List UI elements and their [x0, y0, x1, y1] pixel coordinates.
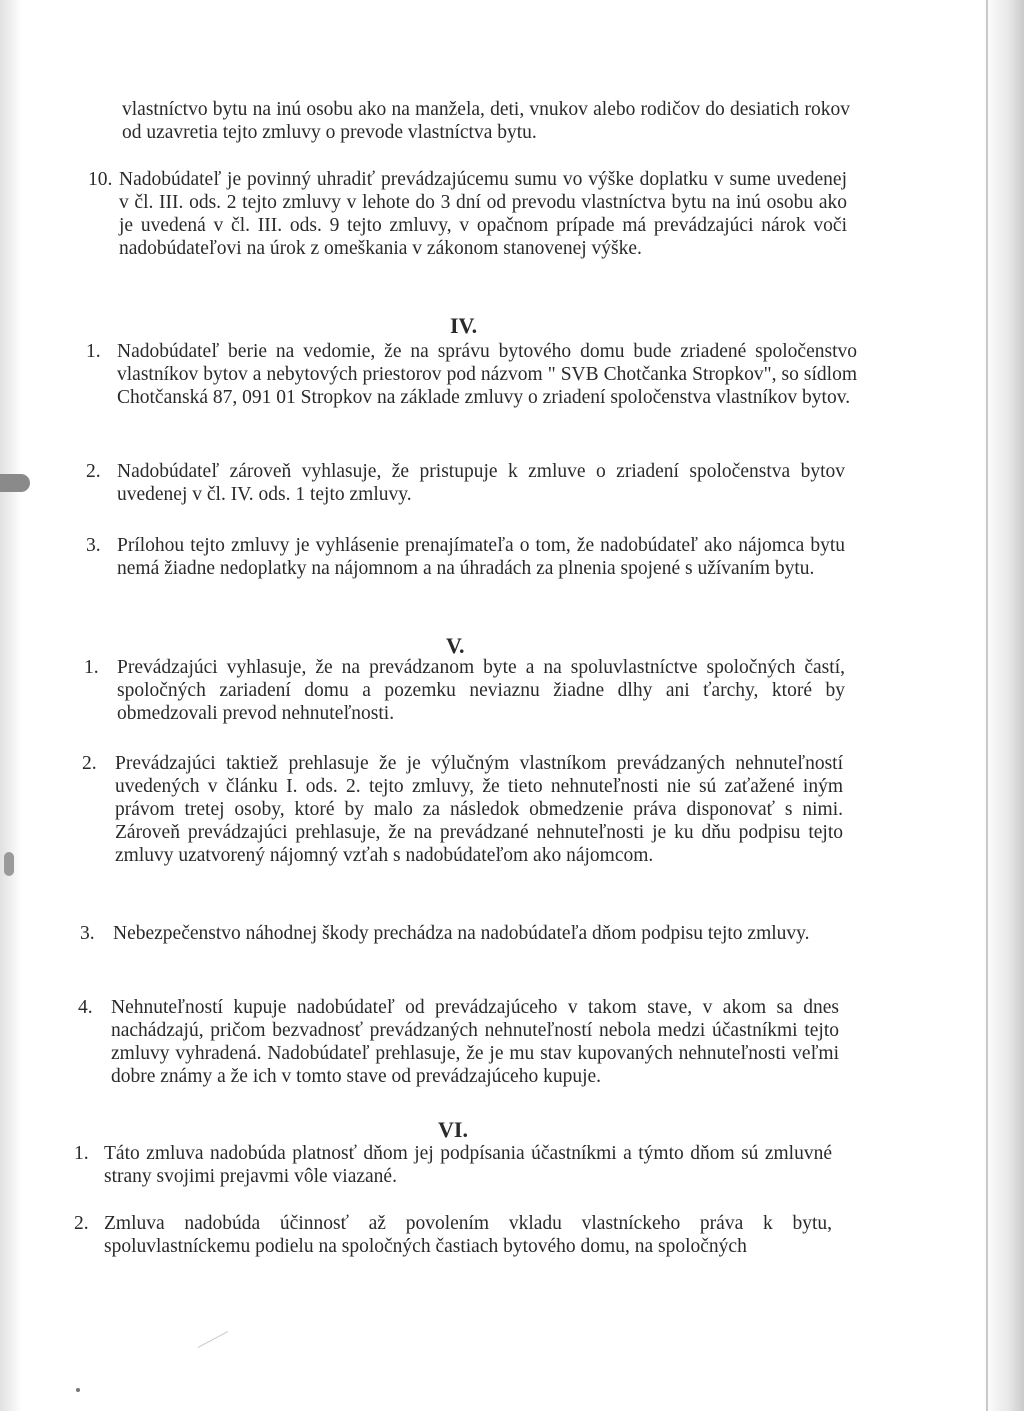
binding-mark-bottom — [4, 852, 14, 876]
section-vi-item-2-text: Zmluva nadobúda účinnosť až povolením vkladu vlastníckeho práva k bytu, spoluvlastníckemu podielu na spoločných častiach bytového domu, na spoločných — [104, 1213, 832, 1257]
section-v-item-3-text: Nebezpečenstvo náhodnej škody prechádza na nadobúdateľa dňom podpisu tejto zmluvy. — [113, 923, 810, 944]
stray-pen-mark — [198, 1331, 237, 1364]
scan-right-shadow — [984, 0, 1024, 1411]
continuation-paragraph: vlastníctvo bytu na inú osobu ako na manžela, deti, vnukov alebo rodičov do desiatich rokov od uzavretia tejto zmluvy o prevode vlastníctva bytu. — [122, 99, 850, 143]
section-vi-item-1-number: 1. — [74, 1143, 89, 1164]
section-v-item-2-number: 2. — [82, 753, 97, 774]
section-v-item-1-number: 1. — [84, 657, 99, 678]
section-iv-item-2-number: 2. — [86, 461, 101, 482]
scan-speck — [76, 1388, 80, 1392]
section-iv-item-1-text: Nadobúdateľ berie na vedomie, že na správu bytového domu bude zriadené spoločenstvo vlastníkov bytov a nebytových priestorov pod názvom " SVB Chotčanka Stropkov", so sídlom Chotčanská 87, 091 01 Stropkov na základe zmluvy o zriadení spoločenstva vlastníkov bytov. — [117, 341, 857, 408]
section-iv-item-3-text: Prílohou tejto zmluvy je vyhlásenie prenajímateľa o tom, že nadobúdateľ ako nájomca bytu nemá žiadne nedoplatky na nájomnom a na úhradách za plnenia spojené s užívaním bytu. — [117, 535, 845, 579]
binding-mark-top — [0, 474, 30, 492]
section-iv-item-1-number: 1. — [86, 341, 101, 362]
section-vi-item-1-text: Táto zmluva nadobúda platnosť dňom jej podpísania účastníkmi a týmto dňom sú zmluvné strany svojimi prejavmi vôle viazané. — [104, 1143, 832, 1187]
section-v-item-1-text: Prevádzajúci vyhlasuje, že na prevádzanom byte a na spoluvlastníctve spoločných častí, spoločných zariadení domu a pozemku neviaznu žiadne dlhy ani ťarchy, ktoré by obmedzovali prevod nehnuteľnosti. — [117, 657, 845, 724]
section-iv-item-3-number: 3. — [86, 535, 101, 556]
section-vi-heading: VI. — [438, 1117, 468, 1142]
section-vi-item-2-number: 2. — [74, 1213, 89, 1234]
section-v-heading: V. — [446, 633, 465, 658]
scan-right-edge-line — [986, 0, 988, 1411]
section-v-item-3-number: 3. — [80, 923, 95, 944]
section-v-item-4-number: 4. — [78, 997, 93, 1018]
section-v-item-2-text: Prevádzajúci taktiež prehlasuje že je výlučným vlastníkom prevádzaných nehnuteľností uvedených v článku I. ods. 2. tejto zmluvy, že tieto nehnuteľnosti nie sú zaťažené iným právom tretej osoby, ktoré by malo za následok obmedzenie práva disponovať s nimi. Zároveň prevádzajúci prehlasuje, že na prevádzané nehnuteľnosti je ku dňu podpisu tejto zmluvy uzatvorený nájomný vzťah s nadobúdateľom ako nájomcom. — [115, 753, 843, 866]
section-iv-heading: IV. — [450, 313, 478, 338]
item-10-text: Nadobúdateľ je povinný uhradiť prevádzajúcemu sumu vo výške doplatku v sume uvedenej v čl. III. ods. 2 tejto zmluvy v lehote do 3 dní od prevodu vlastníctva bytu na inú osobu ako je uvedená v čl. III. ods. 9 tejto zmluvy, v opačnom prípade má prevádzajúci nárok voči nadobúdateľovi na úrok z omeškania v zákonom stanovenej výške. — [119, 169, 847, 259]
section-iv-item-2-text: Nadobúdateľ zároveň vyhlasuje, že pristupuje k zmluve o zriadení spoločenstva bytov uvedenej v čl. IV. ods. 1 tejto zmluvy. — [117, 461, 845, 505]
section-v-item-4-text: Nehnuteľností kupuje nadobúdateľ od prevádzajúceho v takom stave, v akom sa dnes nachádzajú, pričom bezvadnosť prevádzaných nehnuteľností nebola medzi účastníkmi tejto zmluvy vyhradená. Nadobúdateľ prehlasuje, že je mu stav kupovaných nehnuteľnosti veľmi dobre známy a že ich v tomto stave od prevádzajúceho kupuje. — [111, 997, 839, 1087]
scan-left-shadow — [0, 0, 22, 1411]
item-10-number: 10. — [88, 169, 113, 190]
